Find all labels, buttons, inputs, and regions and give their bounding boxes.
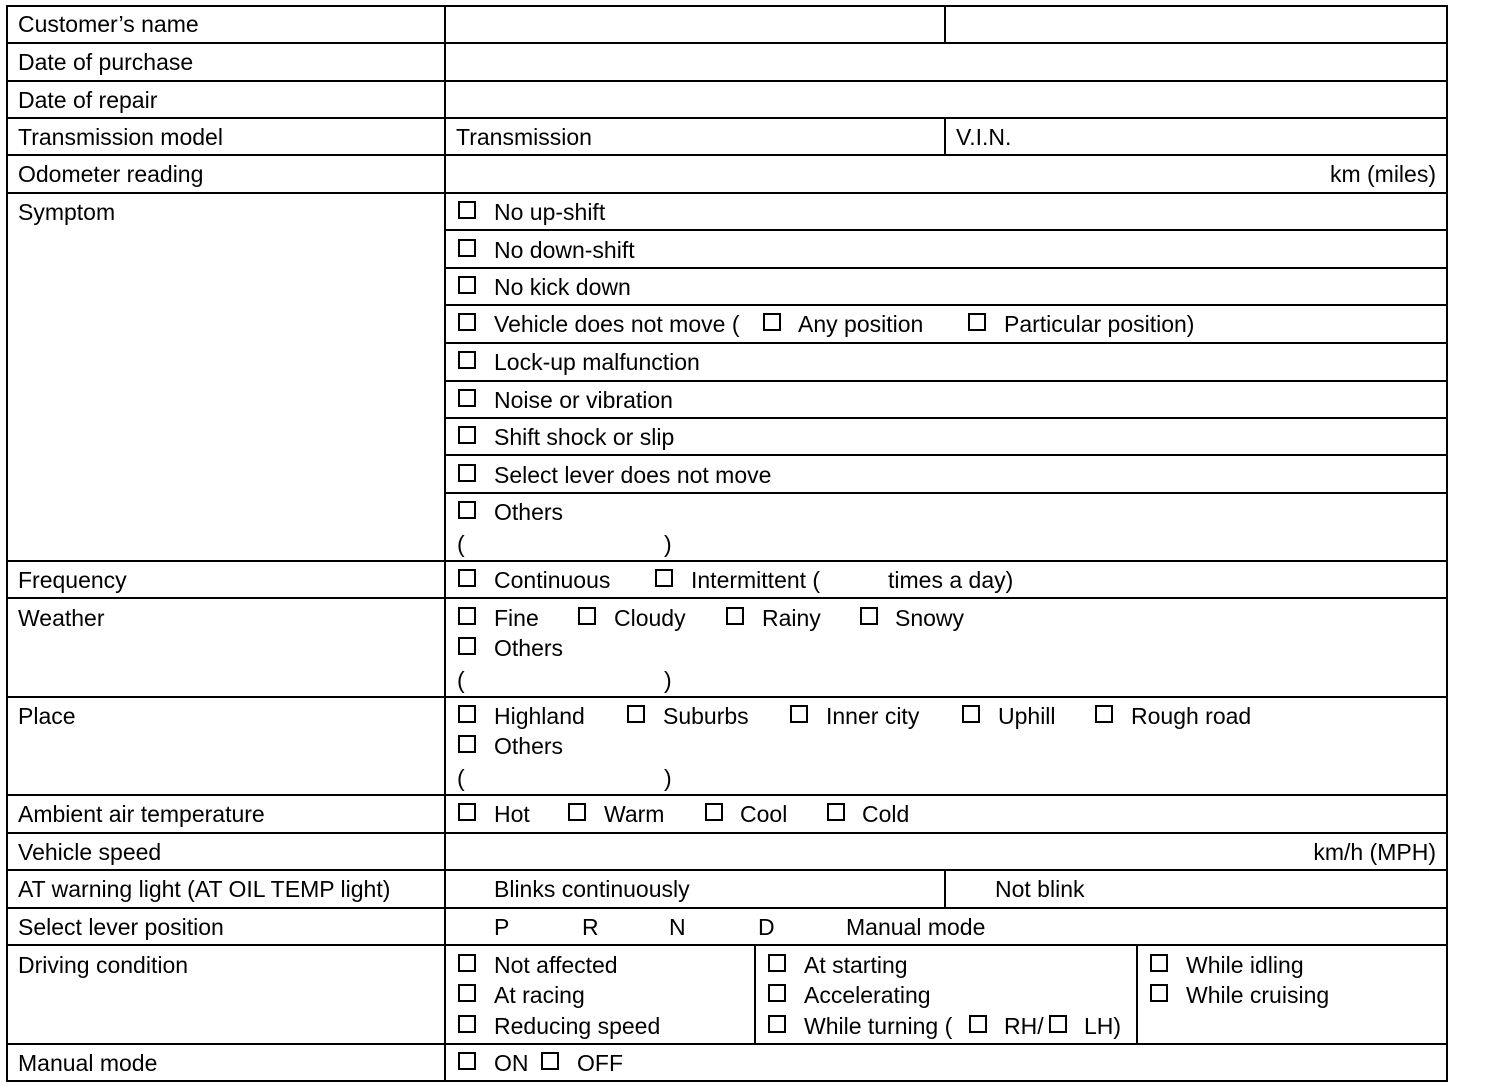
option-no-down-shift: No down-shift: [494, 237, 635, 263]
checkbox-symptom-others[interactable]: [458, 501, 481, 524]
option-uphill: Uphill: [998, 703, 1056, 729]
row-divider: [6, 192, 1448, 194]
label-date-of-repair: Date of repair: [18, 87, 158, 113]
row-divider: [6, 832, 1448, 834]
checkbox-suburbs[interactable]: [627, 705, 650, 728]
checkbox-shift-shock[interactable]: [458, 426, 481, 449]
checkbox-at-starting[interactable]: [768, 954, 791, 977]
column-divider: [754, 944, 756, 1043]
checkbox-inner-city[interactable]: [790, 705, 813, 728]
checkbox-place-others[interactable]: [458, 735, 481, 758]
checkbox-not-affected[interactable]: [458, 954, 481, 977]
checkbox-accelerating[interactable]: [768, 984, 791, 1007]
option-cold: Cold: [862, 801, 910, 827]
checkbox-warm[interactable]: [568, 803, 591, 826]
option-while-turning: While turning (: [804, 1013, 953, 1039]
label-frequency: Frequency: [18, 567, 127, 593]
symptom-divider: [444, 267, 1448, 269]
checkbox-fine[interactable]: [458, 607, 481, 630]
place-paren-close: ): [664, 765, 672, 791]
label-select-lever-position: Select lever position: [18, 914, 224, 940]
label-vehicle-speed: Vehicle speed: [18, 839, 162, 865]
checkbox-rh[interactable]: [969, 1015, 992, 1038]
row-divider: [6, 42, 1448, 44]
lever-p: P: [494, 914, 510, 940]
option-rough-road: Rough road: [1131, 703, 1252, 729]
times-a-day: times a day): [888, 567, 1014, 593]
option-symptom-others: Others: [494, 499, 564, 525]
checkbox-cloudy[interactable]: [578, 607, 601, 630]
checkbox-continuous[interactable]: [458, 569, 481, 592]
option-rh: RH/: [1004, 1013, 1044, 1039]
label-symptom: Symptom: [18, 199, 116, 225]
row-divider: [6, 1043, 1448, 1045]
label-customer-name: Customer’s name: [18, 11, 199, 37]
checkbox-while-idling[interactable]: [1150, 954, 1173, 977]
checkbox-no-up-shift[interactable]: [458, 201, 481, 224]
label-manual-mode: Manual mode: [18, 1050, 158, 1076]
symptom-divider: [444, 304, 1448, 306]
option-place-others: Others: [494, 733, 564, 759]
option-lh: LH): [1084, 1013, 1122, 1039]
option-suburbs: Suburbs: [663, 703, 749, 729]
row-divider: [6, 696, 1448, 698]
column-divider: [944, 117, 946, 154]
checkbox-at-racing[interactable]: [458, 984, 481, 1007]
option-intermittent: Intermittent (: [691, 567, 821, 593]
checkbox-vehicle-does-not-move[interactable]: [458, 313, 481, 336]
checkbox-while-turning[interactable]: [768, 1015, 791, 1038]
place-paren-open: (: [457, 765, 465, 791]
checkbox-rough-road[interactable]: [1095, 705, 1118, 728]
row-divider: [6, 907, 1448, 909]
option-manual-on: ON: [494, 1050, 529, 1076]
option-warm: Warm: [604, 801, 665, 827]
column-divider: [1136, 944, 1138, 1043]
lever-r: R: [582, 914, 599, 940]
option-not-blink: Not blink: [995, 876, 1085, 902]
vin-label: V.I.N.: [956, 124, 1012, 150]
option-at-racing: At racing: [494, 982, 585, 1008]
row-divider: [6, 154, 1448, 156]
column-divider: [444, 5, 446, 1082]
row-divider: [6, 117, 1448, 119]
option-any-position: Any position: [798, 311, 924, 337]
option-vehicle-does-not-move: Vehicle does not move (: [494, 311, 740, 337]
checkbox-uphill[interactable]: [962, 705, 985, 728]
option-lock-up-malfunction: Lock-up malfunction: [494, 349, 700, 375]
transmission-label: Transmission: [456, 124, 592, 150]
option-highland: Highland: [494, 703, 585, 729]
option-noise-or-vibration: Noise or vibration: [494, 387, 673, 413]
weather-paren-close: ): [664, 667, 672, 693]
option-fine: Fine: [494, 605, 539, 631]
checkbox-cool[interactable]: [705, 803, 728, 826]
checkbox-intermittent[interactable]: [655, 569, 678, 592]
option-inner-city: Inner city: [826, 703, 920, 729]
option-hot: Hot: [494, 801, 530, 827]
option-accelerating: Accelerating: [804, 982, 931, 1008]
option-manual-off: OFF: [577, 1050, 623, 1076]
option-no-up-shift: No up-shift: [494, 199, 606, 225]
checkbox-hot[interactable]: [458, 803, 481, 826]
checkbox-cold[interactable]: [827, 803, 850, 826]
label-date-of-purchase: Date of purchase: [18, 49, 194, 75]
others-paren-close: ): [664, 531, 672, 557]
row-divider: [6, 597, 1448, 599]
column-divider: [944, 869, 946, 907]
lever-manual-mode: Manual mode: [846, 914, 986, 940]
lever-n: N: [669, 914, 686, 940]
option-shift-shock: Shift shock or slip: [494, 424, 675, 450]
option-weather-others: Others: [494, 635, 564, 661]
option-select-lever-not-move: Select lever does not move: [494, 462, 772, 488]
column-divider: [944, 5, 946, 42]
checkbox-rainy[interactable]: [726, 607, 749, 630]
checkbox-manual-on[interactable]: [458, 1052, 481, 1075]
label-place: Place: [18, 703, 76, 729]
weather-paren-open: (: [457, 667, 465, 693]
checkbox-manual-off[interactable]: [541, 1052, 564, 1075]
checkbox-snowy[interactable]: [860, 607, 883, 630]
checkbox-lh[interactable]: [1049, 1015, 1072, 1038]
symptom-divider: [444, 229, 1448, 231]
checkbox-noise-or-vibration[interactable]: [458, 389, 481, 412]
checkbox-select-lever-not-move[interactable]: [458, 464, 481, 487]
option-at-starting: At starting: [804, 952, 908, 978]
label-driving-condition: Driving condition: [18, 952, 189, 978]
label-weather: Weather: [18, 605, 105, 631]
others-paren-open: (: [457, 531, 465, 557]
option-continuous: Continuous: [494, 567, 611, 593]
label-ambient-air-temperature: Ambient air temperature: [18, 801, 265, 827]
option-blinks-continuously: Blinks continuously: [494, 876, 690, 902]
speed-unit: km/h (MPH): [1313, 839, 1436, 865]
lever-d: D: [758, 914, 775, 940]
option-while-idling: While idling: [1186, 952, 1304, 978]
symptom-divider: [444, 417, 1448, 419]
row-divider: [6, 80, 1448, 82]
option-while-cruising: While cruising: [1186, 982, 1330, 1008]
option-snowy: Snowy: [895, 605, 965, 631]
checkbox-weather-others[interactable]: [458, 637, 481, 660]
option-not-affected: Not affected: [494, 952, 618, 978]
odometer-unit: km (miles): [1329, 161, 1436, 187]
label-odometer-reading: Odometer reading: [18, 161, 204, 187]
option-cool: Cool: [740, 801, 788, 827]
checkbox-highland[interactable]: [458, 705, 481, 728]
checkbox-while-cruising[interactable]: [1150, 984, 1173, 1007]
checkbox-reducing-speed[interactable]: [458, 1015, 481, 1038]
option-cloudy: Cloudy: [614, 605, 686, 631]
label-transmission-model: Transmission model: [18, 124, 223, 150]
option-particular-position: Particular position): [1004, 311, 1195, 337]
option-no-kick-down: No kick down: [494, 274, 631, 300]
option-reducing-speed: Reducing speed: [494, 1013, 661, 1039]
row-divider: [6, 794, 1448, 796]
checkbox-any-position[interactable]: [763, 313, 786, 336]
row-divider: [6, 944, 1448, 946]
checkbox-no-kick-down[interactable]: [458, 276, 481, 299]
label-at-warning-light: AT warning light (AT OIL TEMP light): [18, 876, 391, 902]
row-divider: [6, 560, 1448, 562]
symptom-divider: [444, 492, 1448, 494]
checkbox-particular-position[interactable]: [968, 313, 991, 336]
checkbox-no-down-shift[interactable]: [458, 239, 481, 262]
symptom-divider: [444, 454, 1448, 456]
checkbox-lock-up-malfunction[interactable]: [458, 351, 481, 374]
row-divider: [6, 869, 1448, 871]
option-rainy: Rainy: [762, 605, 821, 631]
symptom-divider: [444, 342, 1448, 344]
symptom-divider: [444, 380, 1448, 382]
